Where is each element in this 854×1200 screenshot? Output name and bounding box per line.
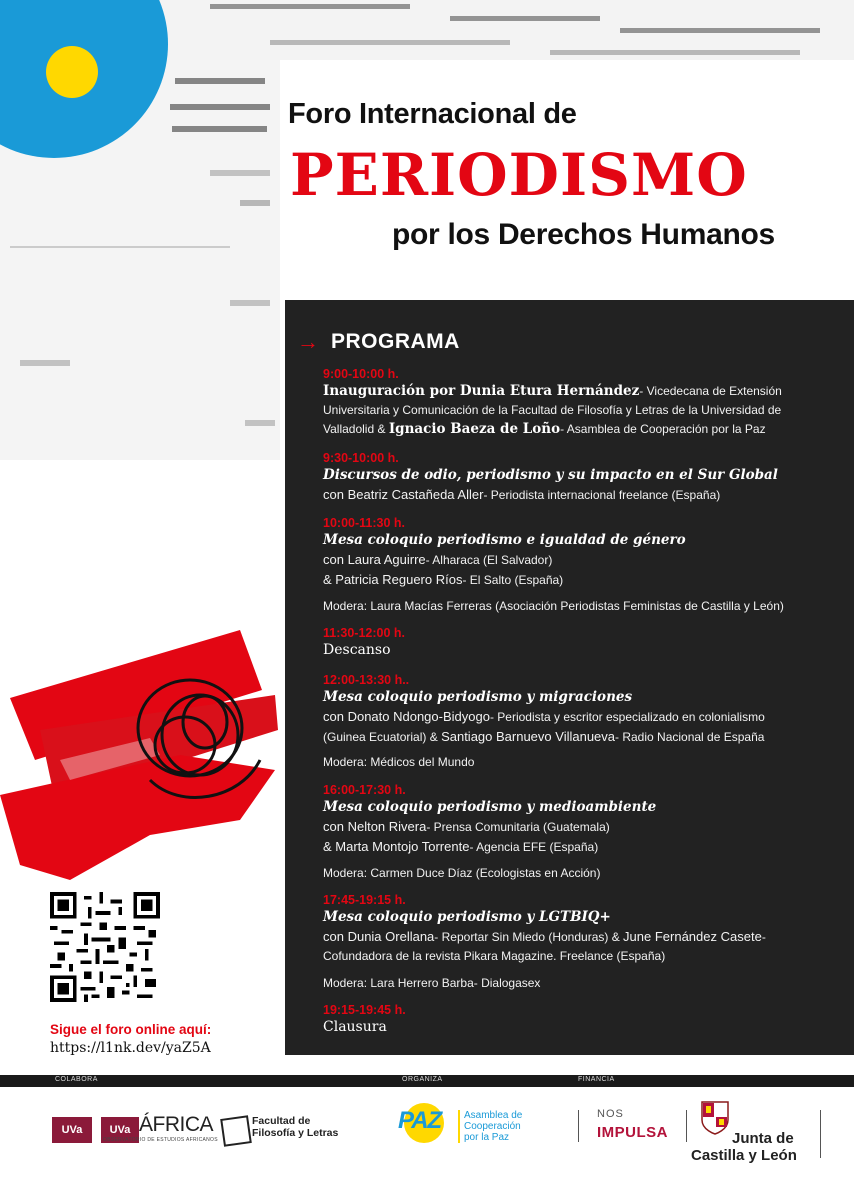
program-item-descanso (323, 625, 848, 660)
speaker-role: - Asamblea de Cooperación por la Paz (560, 422, 766, 436)
castilla-leon-shield-icon (700, 1100, 730, 1136)
session-title: Discursos de odio, periodismo y su impacto en el Sur Global (323, 467, 778, 483)
item-time: 12:00-13:30 h.. (323, 673, 410, 687)
speaker-role: - Radio Nacional de España (615, 730, 765, 744)
speaker-name: con Dunia Orellana (323, 929, 435, 944)
asamblea-line-2: Cooperación (464, 1121, 521, 1132)
program-item-medioambiente (323, 782, 848, 857)
item-line (323, 837, 848, 857)
uva-africa-logo: UVa (101, 1117, 139, 1143)
paz-logo-text: PAZ (398, 1107, 442, 1134)
item-text: Valladolid & (323, 422, 389, 436)
speaker-role: - Vicedecana de Extensión (639, 384, 782, 398)
item-line (323, 927, 848, 947)
speaker-role: - Agencia EFE (España) (469, 840, 599, 854)
online-link[interactable]: https://l1nk.dev/yaZ5A (50, 1040, 211, 1056)
africa-logo-subtitle: OBSERVATORIO DE ESTUDIOS AFRICANOS (103, 1137, 218, 1143)
africa-logo-text: ÁFRICA (139, 1113, 214, 1136)
item-title-line (323, 688, 848, 707)
title-line-3: por los Derechos Humanos (392, 218, 775, 251)
yellow-circle-decoration (46, 46, 98, 98)
facultad-logo-icon (220, 1115, 252, 1147)
item-line (323, 727, 848, 747)
item-time: 9:00-10:00 h. (323, 367, 399, 381)
item-line (323, 550, 848, 570)
speaker-role: - Reportar Sin Miedo (Honduras) & (434, 930, 624, 944)
colabora-label: COLABORA (55, 1076, 98, 1083)
facultad-logo-text (252, 1115, 338, 1139)
moderator-medioambiente: Modera: Carmen Duce Díaz (Ecologistas en Acción) (323, 866, 601, 880)
program-item-lgtbiq (323, 892, 848, 966)
red-brush-decoration (0, 610, 300, 890)
item-line (323, 570, 848, 590)
asamblea-logo-text (458, 1110, 522, 1143)
footer-divider (686, 1110, 687, 1142)
uva-logo: UVa (52, 1117, 92, 1143)
speaker-name: con Laura Aguirre (323, 552, 426, 567)
online-label: Sigue el foro online aquí: (50, 1022, 212, 1037)
item-title-line (323, 908, 848, 927)
speaker-name: Inauguración por Dunia Etura Hernández (323, 383, 640, 399)
program-heading (297, 330, 460, 354)
junta-logo-line-1: Junta de (732, 1130, 794, 1147)
title-periodismo: PERIODISMO (290, 141, 748, 209)
asamblea-line-3: por la Paz (464, 1132, 510, 1143)
program-item-migraciones (323, 672, 848, 747)
footer-divider (578, 1110, 579, 1142)
program-item-inauguracion (323, 366, 848, 439)
paz-logo (396, 1101, 452, 1143)
item-title-line (323, 531, 848, 550)
item-line (323, 707, 848, 727)
session-title: Mesa coloquio periodismo y medioambiente (323, 799, 657, 815)
item-time: 11:30-12:00 h. (323, 626, 405, 640)
session-title: Mesa coloquio periodismo y migraciones (323, 689, 633, 705)
qr-code[interactable] (50, 892, 160, 1002)
item-time: 19:15-19:45 h. (323, 1003, 406, 1017)
item-line (323, 485, 848, 505)
speaker-name: June Fernández Casete (623, 929, 762, 944)
facultad-line-2: Filosofía y Letras (252, 1127, 339, 1139)
item-time: 17:45-19:15 h. (323, 893, 406, 907)
item-title-line (323, 466, 848, 485)
speaker-name: & Marta Montojo Torrente (323, 839, 470, 854)
nos-impulsa-logo-bottom: IMPULSA (597, 1124, 668, 1141)
item-title-line (323, 1018, 848, 1037)
speaker-name: Ignacio Baeza de Loño (388, 421, 561, 437)
speaker-name: con Donato Ndongo-Bidyogo (323, 709, 490, 724)
item-time: 16:00-17:30 h. (323, 783, 406, 797)
item-title-line (323, 798, 848, 817)
speaker-name: con Beatriz Castañeda Aller (323, 487, 484, 502)
speaker-role: - Periodista internacional freelance (España) (483, 488, 721, 502)
nos-impulsa-logo-top: NOS (597, 1108, 624, 1120)
program-item-discursos (323, 450, 848, 505)
item-line (323, 420, 848, 439)
newspaper-texture-top (150, 0, 854, 60)
speaker-name: Santiago Barnuevo Villanueva (441, 729, 616, 744)
speaker-name: con Nelton Rivera (323, 819, 427, 834)
speaker-role: - Alharaca (El Salvador) (425, 553, 553, 567)
junta-logo-line-2: Castilla y León (691, 1147, 797, 1164)
arrow-right-icon: → (297, 329, 319, 354)
item-line (323, 382, 848, 401)
organiza-label: ORGANIZA (402, 1076, 443, 1083)
moderator-genero: Modera: Laura Macías Ferreras (Asociación Periodistas Feministas de Castilla y León) (323, 599, 784, 613)
speaker-role: - Prensa Comunitaria (Guatemala) (426, 820, 610, 834)
item-time: 9:30-10:00 h. (323, 451, 399, 465)
item-text: - (761, 930, 766, 944)
item-time: 10:00-11:30 h. (323, 516, 405, 530)
item-title-line (323, 641, 848, 660)
session-title: Clausura (323, 1019, 387, 1035)
asamblea-line-1: Asamblea de (464, 1110, 523, 1121)
program-item-clausura (323, 1002, 848, 1037)
speaker-role: - El Salto (España) (462, 573, 564, 587)
item-line: Cofundadora de la revista Pikara Magazine. Freelance (España) (323, 949, 666, 963)
item-text: (Guinea Ecuatorial) & (323, 730, 442, 744)
program-item-genero (323, 515, 848, 590)
moderator-lgtbiq: Modera: Lara Herrero Barba- Dialogasex (323, 976, 541, 990)
program-title: PROGRAMA (331, 330, 460, 353)
session-title: Mesa coloquio periodismo e igualdad de género (323, 532, 686, 548)
speaker-role: - Periodista y escritor especializado en colonialismo (489, 710, 765, 724)
session-title: Descanso (323, 642, 391, 658)
session-title: Mesa coloquio periodismo y LGTBIQ+ (323, 909, 611, 925)
item-line: Universitaria y Comunicación de la Facultad de Filosofía y Letras de la Universidad de (323, 403, 782, 417)
title-line-1: Foro Internacional de (288, 98, 577, 130)
speaker-name: & Patricia Reguero Ríos (323, 572, 463, 587)
financia-label: FINANCIA (578, 1076, 615, 1083)
footer-divider (820, 1110, 821, 1158)
moderator-migraciones: Modera: Médicos del Mundo (323, 755, 475, 769)
item-line (323, 817, 848, 837)
facultad-line-1: Facultad de (252, 1115, 311, 1127)
